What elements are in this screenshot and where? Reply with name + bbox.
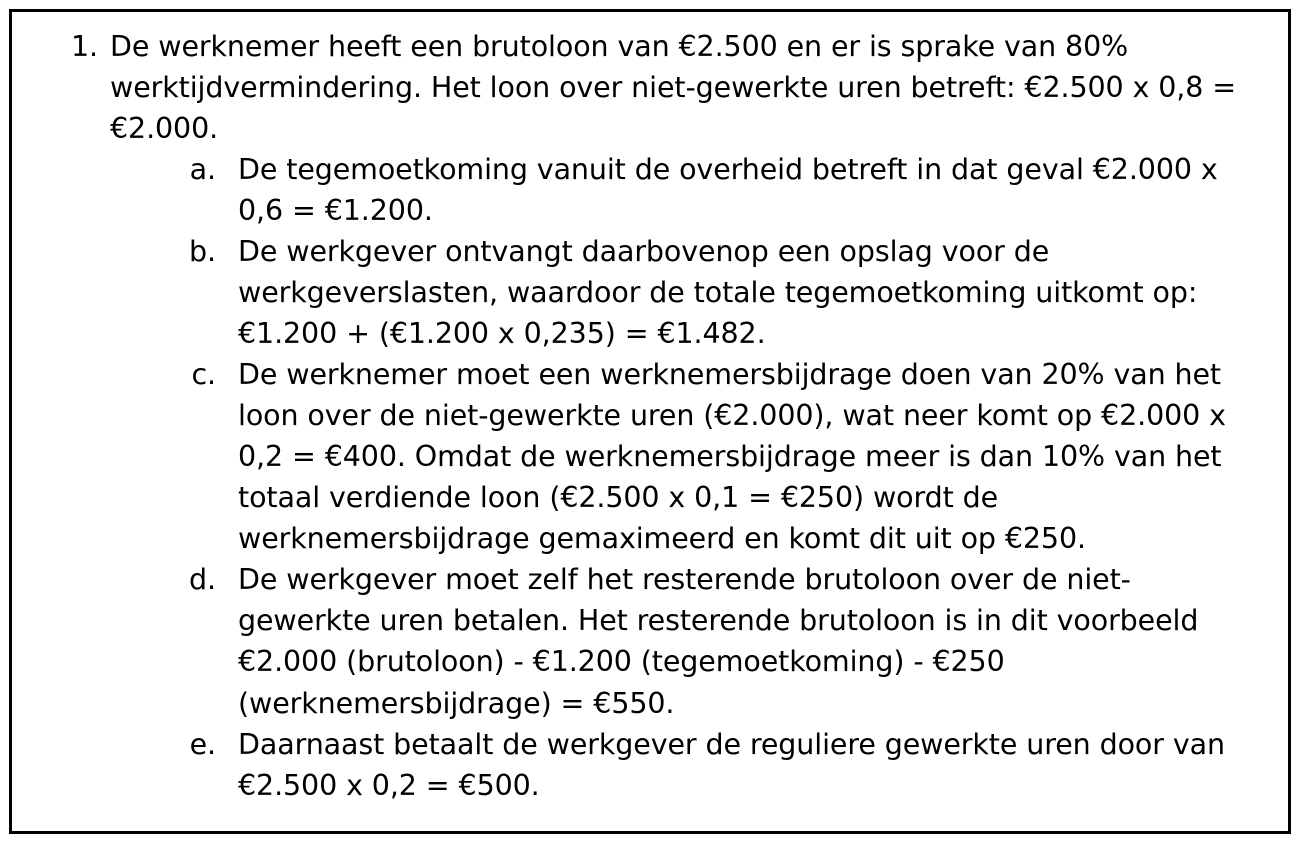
sublist-item-marker: c. [191, 358, 216, 392]
sublist-item-text: De tegemoetkoming vanuit de overheid betreft in dat geval €2.000 x 0,6 = €1.200. [238, 153, 1218, 228]
sublist-item-a [170, 149, 1262, 231]
list-item-text: De werknemer heeft een brutoloon van €2.500 en er is sprake van 80% werktijdvermindering. Het loon over niet-gewerkte uren betreft: €2.500 x 0,8 = €2.000. [110, 30, 1236, 146]
sublist-item-b [170, 231, 1262, 354]
list-item [38, 26, 1262, 806]
sublist-item-marker: d. [189, 563, 216, 597]
sublist-item-marker: b. [189, 235, 216, 269]
sublist-item-text: De werkgever ontvangt daarbovenop een opslag voor de werkgeverslasten, waardoor de totale tegemoetkoming uitkomt op: €1.200 + (€1.200 x 0,235) = €1.482. [238, 235, 1198, 351]
sublist-item-d [170, 559, 1262, 723]
sublist-item-text: De werkgever moet zelf het resterende brutoloon over de niet-gewerkte uren betalen. Het resterende brutoloon is in dit voorbeeld €2.000 (brutoloon) - €1.200 (tegemoetkoming) - €250 (werknemersbijdrage) = €550. [238, 563, 1199, 720]
sublist-item-e [170, 724, 1262, 806]
lettered-sublist [170, 149, 1262, 806]
sublist-item-marker: e. [189, 727, 216, 761]
sublist-item-text: Daarnaast betaalt de werkgever de reguliere gewerkte uren door van €2.500 x 0,2 = €500. [238, 727, 1225, 802]
sublist-item-c [170, 354, 1262, 559]
sublist-item-marker: a. [189, 153, 216, 187]
sublist-item-text: De werknemer moet een werknemersbijdrage doen van 20% van het loon over de niet-gewerkte uren (€2.000), wat neer komt op €2.000 x 0,2 = €400. Omdat de werknemersbijdrage meer is dan 10% van het totaal verdiende loon (€2.500 x 0,1 = €250) wordt de werknemersbijdrage gemaximeerd en komt dit uit op €250. [238, 358, 1226, 556]
bordered-content-frame [9, 9, 1291, 834]
list-item-marker: 1. [71, 30, 98, 63]
numbered-list [38, 26, 1262, 806]
sublist-wrapper [110, 149, 1262, 806]
